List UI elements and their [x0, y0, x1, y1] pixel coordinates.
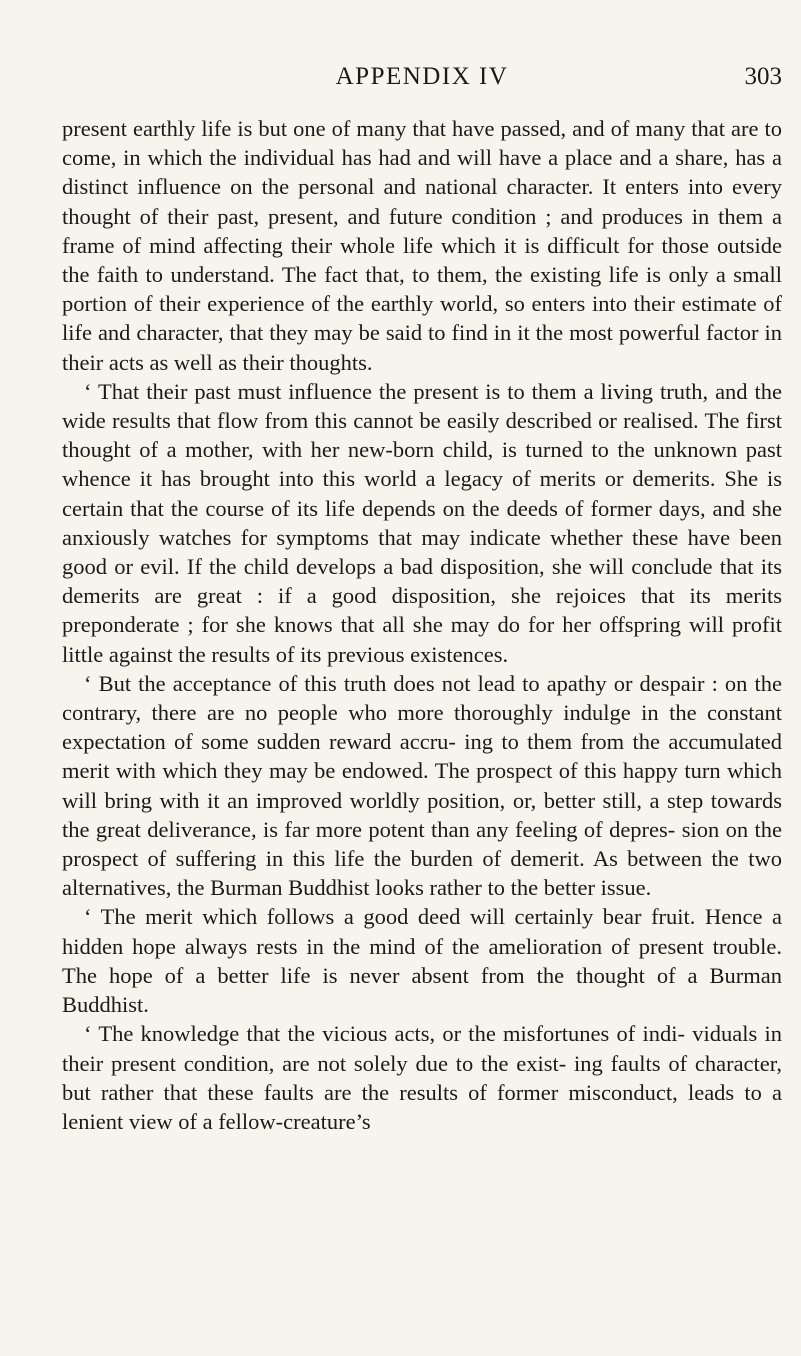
paragraph: ‘ But the acceptance of this truth does not lead to apathy or despair : on the contrary, there are no people who more thoroughly indulge in the constant expectation of some sudden reward accru- ing to them from the accumulated merit with which they may be endowed. The prospect of this happy turn which will bring with it an improved worldly position, or, better still, a step towards the great deliverance, is far more potent than any feeling of depres- sion on the prospect of suffering in this life the burden of demerit. As between the two alternatives, the Burman Buddhist looks rather to the better issue.	[62, 670, 782, 901]
running-head	[62, 60, 782, 94]
page-number: 303	[744, 63, 782, 90]
paragraph: ‘ The knowledge that the vicious acts, or the misfortunes of indi- viduals in their present condition, are not solely due to the exist- ing faults of character, but rather that these faults are the results of former misconduct, leads to a lenient view of a fellow-creature’s	[62, 1021, 782, 1134]
paragraph: ‘ That their past must influence the present is to them a living truth, and the wide results that flow from this cannot be easily described or realised. The first thought of a mother, with her new-born child, is turned to the unknown past whence it has brought into this world a legacy of merits or demerits. She is certain that the course of its life depends on the deeds of former days, and she anxiously watches for symptoms that may indicate whether these have been good or evil. If the child develops a bad disposition, she will conclude that its demerits are great : if a good disposition, she rejoices that its merits preponderate ; for she knows that all she may do for her offspring will profit little against the results of its previous existences.	[62, 378, 782, 667]
paragraph: ‘ The merit which follows a good deed will certainly bear fruit. Hence a hidden hope always rests in the mind of the amelioration of present trouble. The hope of a better life is never absent from the thought of a Burman Buddhist.	[62, 904, 782, 1018]
paragraph: present earthly life is but one of many that have passed, and of many that are to come, in which the individual has had and will have a place and a share, has a distinct influence on the personal and national character. It enters into every thought of their past, present, and future condition ; and produces in them a frame of mind affecting their whole life which it is difficult for those outside the faith to understand. The fact that, to them, the existing life is only a small portion of their experience of the earthly world, so enters into their estimate of life and character, that they may be said to find in it the most powerful factor in their acts as well as their thoughts.	[62, 116, 782, 375]
body-text	[62, 114, 782, 1136]
page-title: APPENDIX IV	[335, 63, 509, 90]
